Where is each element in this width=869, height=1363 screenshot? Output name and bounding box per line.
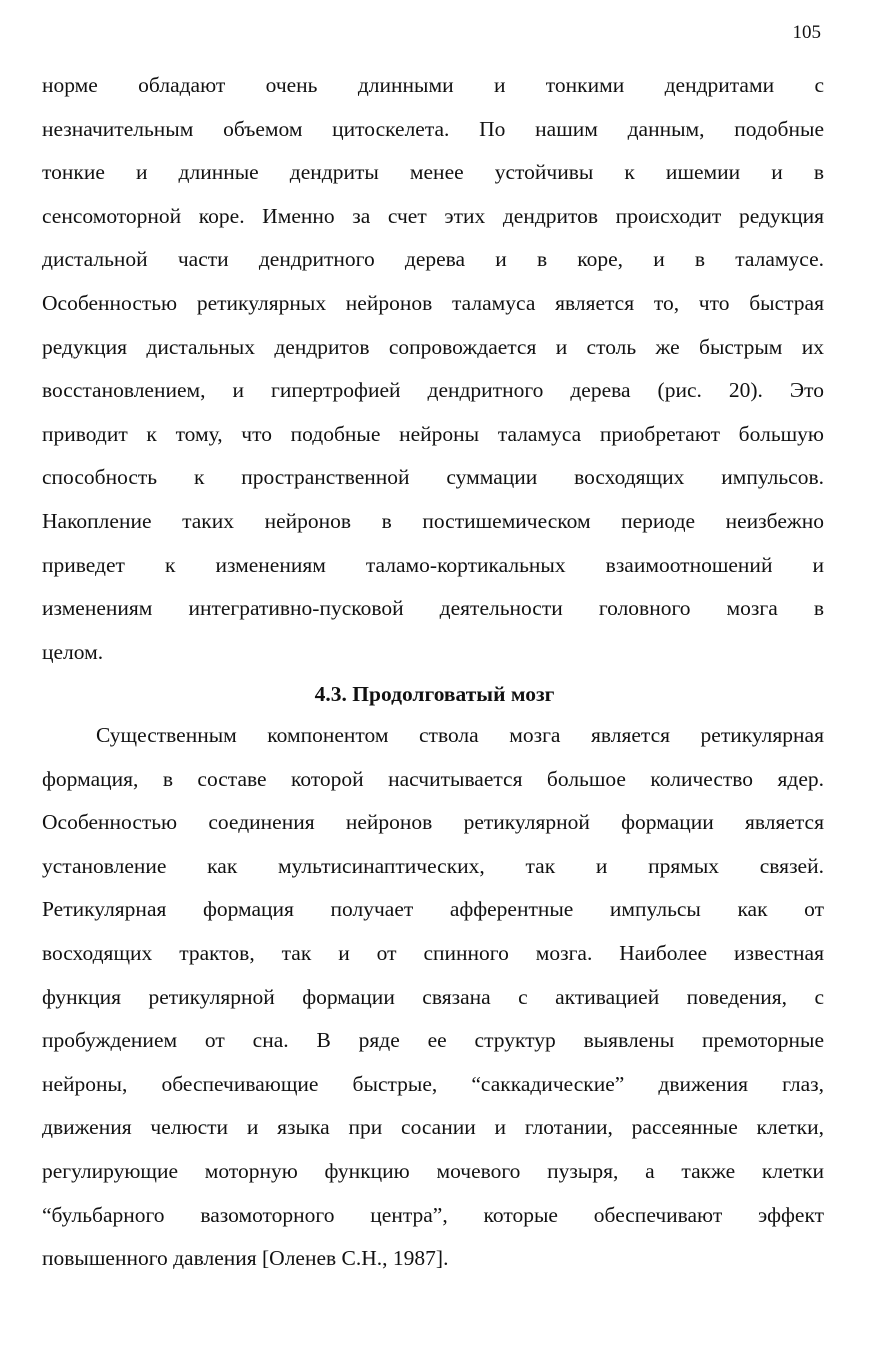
section-heading: 4.3. Продолговатый мозг bbox=[314, 682, 555, 706]
text-line: незначительным объемом цитоскелета. По нашим данным, подобные bbox=[42, 116, 824, 141]
text-line: целом. bbox=[42, 639, 104, 664]
text-line: функция ретикулярной формации связана с активацией поведения, с bbox=[42, 984, 824, 1009]
text-line: тонкие и длинные дендриты менее устойчивы к ишемии и в bbox=[42, 160, 824, 185]
paragraph-continuation bbox=[42, 64, 824, 674]
page-number: 105 bbox=[792, 22, 821, 43]
text-line: повышенного давления [Оленев С.Н., 1987]. bbox=[42, 1246, 449, 1271]
text-line: способность к пространственной суммации восходящих импульсов. bbox=[42, 465, 824, 490]
text-line: норме обладают очень длинными и тонкими дендритами с bbox=[42, 73, 824, 97]
text-line: Ретикулярная формация получает афферентные импульсы как от bbox=[42, 897, 824, 922]
text-line: сенсомоторной коре. Именно за счет этих дендритов происходит редукция bbox=[42, 203, 824, 228]
text-line: нейроны, обеспечивающие быстрые, “саккадические” движения глаз, bbox=[42, 1071, 824, 1096]
text-line: приведет к изменениям таламо-кортикальных взаимоотношений и bbox=[42, 552, 824, 577]
text-line: пробуждением от сна. В ряде ее структур выявлены премоторные bbox=[42, 1028, 824, 1053]
text-line: Существенным компонентом ствола мозга является ретикулярная bbox=[96, 723, 824, 747]
text-line: дистальной части дендритного дерева и в коре, и в таламусе. bbox=[42, 247, 824, 272]
text-line: Накопление таких нейронов в постишемическом периоде неизбежно bbox=[42, 508, 824, 533]
text-line: восстановлением, и гипертрофией дендритного дерева (рис. 20). Это bbox=[42, 378, 824, 403]
text-line: формация, в составе которой насчитывается большое количество ядер. bbox=[42, 766, 824, 791]
text-line: Особенностью ретикулярных нейронов таламуса является то, что быстрая bbox=[42, 290, 824, 315]
text-line: регулирующие моторную функцию мочевого пузыря, а также клетки bbox=[42, 1158, 824, 1183]
text-line: движения челюсти и языка при сосании и глотании, рассеянные клетки, bbox=[42, 1115, 824, 1140]
paragraph-section bbox=[42, 714, 824, 1281]
text-line: восходящих трактов, так и от спинного мозга. Наиболее известная bbox=[42, 940, 824, 965]
text-line: установление как мультисинаптических, так и прямых связей. bbox=[42, 853, 824, 878]
text-line: Особенностью соединения нейронов ретикулярной формации является bbox=[42, 810, 824, 835]
text-line: изменениям интегративно-пусковой деятельности головного мозга в bbox=[42, 596, 824, 621]
text-line: приводит к тому, что подобные нейроны таламуса приобретают большую bbox=[42, 421, 824, 446]
text-line: “бульбарного вазомоторного центра”, которые обеспечивают эффект bbox=[42, 1202, 824, 1227]
text-line: редукция дистальных дендритов сопровождается и столь же быстрым их bbox=[42, 334, 824, 359]
